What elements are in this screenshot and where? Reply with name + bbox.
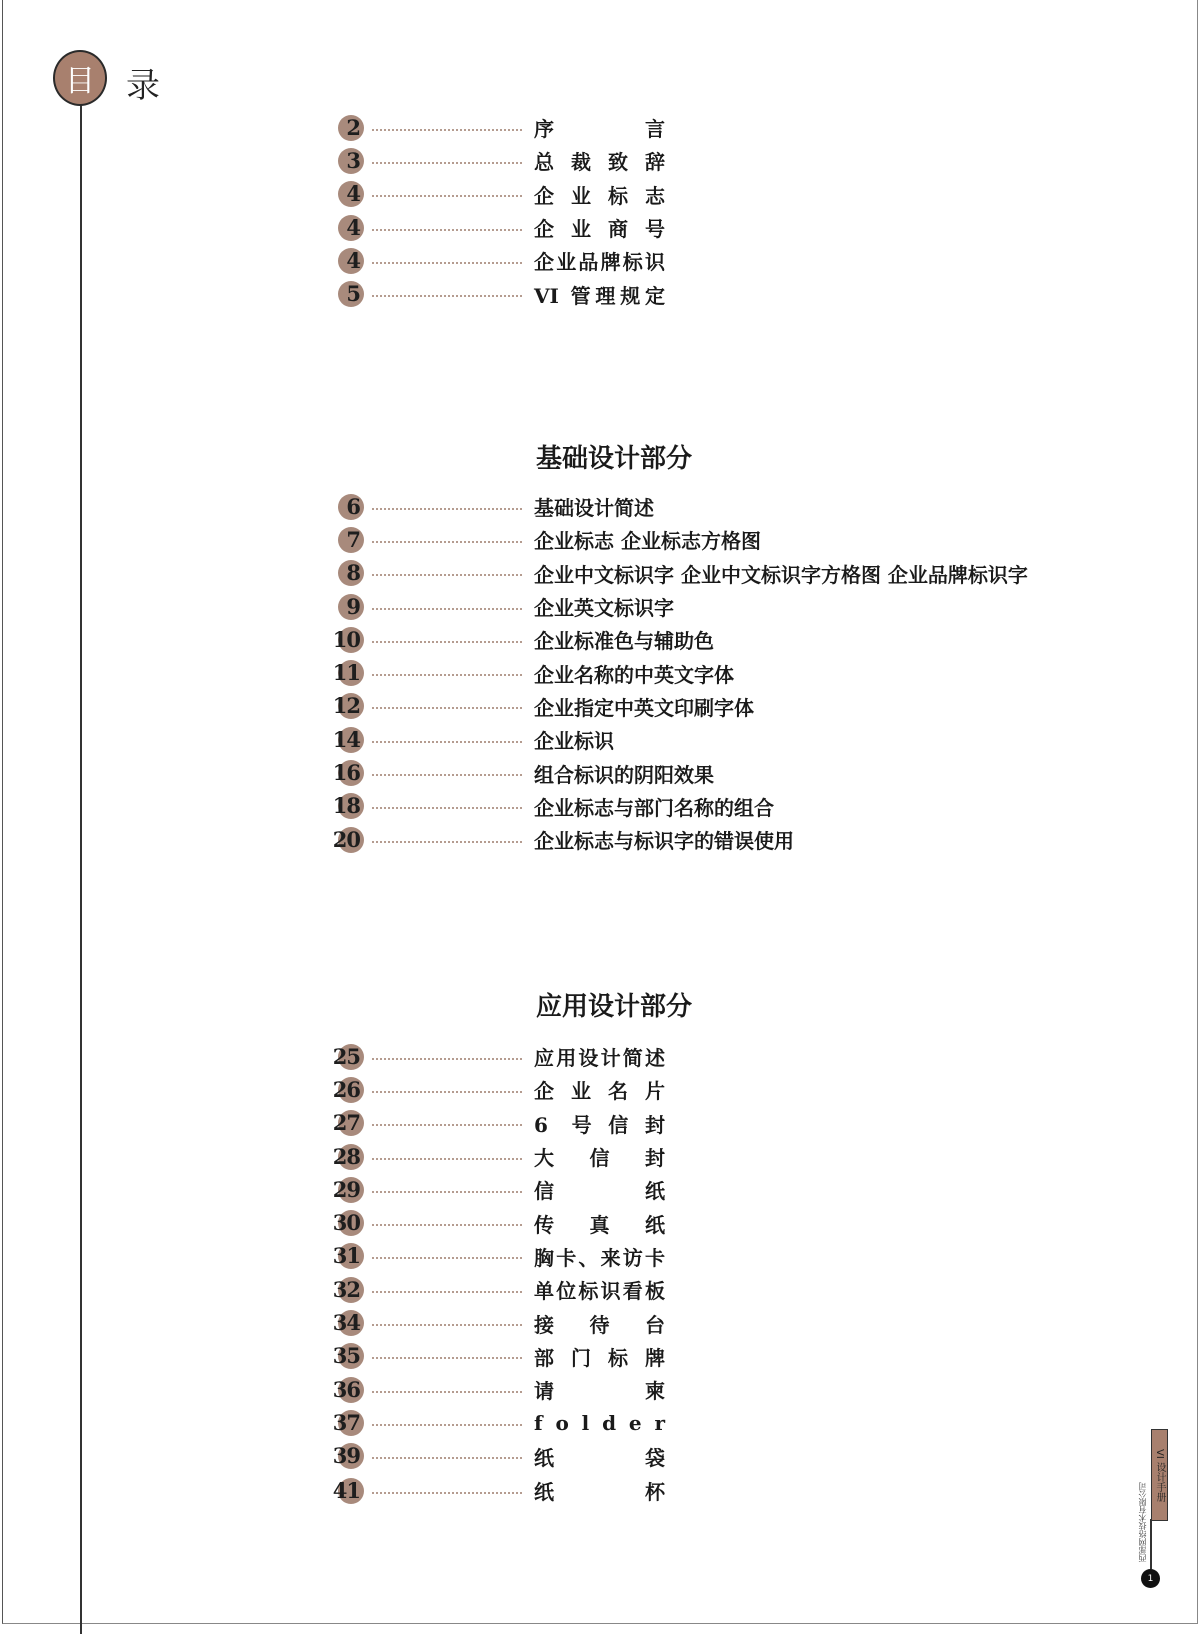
toc-page-number: 3 (346, 147, 360, 173)
title-badge (53, 50, 107, 106)
page-number-badge (320, 1276, 364, 1304)
toc-page-number: 25 (332, 1043, 360, 1069)
dot-leader (372, 608, 522, 610)
toc-entry-title: 接待台 (534, 1312, 665, 1337)
footer-rule (1150, 1519, 1152, 1569)
dot-leader (372, 1424, 522, 1426)
toc-entry[interactable] (320, 1474, 665, 1507)
toc-entry[interactable] (320, 1173, 665, 1206)
toc-entry[interactable] (320, 1406, 665, 1439)
page-number-badge (320, 247, 364, 275)
dot-leader (372, 1224, 522, 1226)
toc-entry-title: 企业标准色与辅助色 (534, 629, 714, 654)
toc-page-number: 4 (346, 214, 360, 240)
section-heading-basic: 基础设计部分 (536, 444, 693, 474)
toc-entry-title: 企业名称的中英文字体 (534, 662, 734, 687)
toc-entry-title: 企业指定中英文印刷字体 (534, 695, 754, 720)
page-number-badge (320, 1442, 364, 1470)
toc-page-number: 28 (332, 1143, 360, 1169)
toc-entry-title: 企业标志 企业标志方格图 (534, 529, 761, 554)
toc-page-number: 8 (346, 560, 360, 586)
toc-page-number: 30 (332, 1210, 360, 1236)
page-number-badge (320, 792, 364, 820)
toc-page-number: 16 (332, 760, 360, 786)
page-number-badge (320, 1242, 364, 1270)
toc-entry-title: 传真纸 (534, 1212, 665, 1237)
toc-entry-title: 大信封 (534, 1146, 665, 1171)
toc-page-number: 32 (332, 1276, 360, 1302)
toc-page-number: 6 (346, 493, 360, 519)
page-number-badge (320, 1342, 364, 1370)
toc-entry[interactable] (320, 623, 1028, 656)
toc-entry[interactable] (320, 1206, 665, 1239)
toc-entry[interactable] (320, 1373, 665, 1406)
toc-entry-title: 企业中文标识字 企业中文标识字方格图 企业品牌标识字 (534, 562, 1028, 587)
dot-leader (372, 295, 522, 297)
toc-entry-title: 部门标牌 (534, 1345, 665, 1370)
toc-entry[interactable] (320, 823, 1028, 856)
timeline-spine (80, 104, 82, 1634)
toc-entry-title: 纸杯 (534, 1480, 665, 1504)
toc-entry[interactable] (320, 790, 1028, 823)
page-number: 1 (1141, 1569, 1160, 1588)
toc-page-number: 34 (332, 1310, 360, 1336)
dot-leader (372, 129, 522, 131)
page-number-badge (320, 1409, 364, 1437)
toc-page-number: 10 (332, 626, 360, 652)
page-number-badge (320, 659, 364, 687)
toc-entry[interactable] (320, 690, 1028, 723)
toc-entry[interactable] (320, 277, 665, 310)
dot-leader (372, 807, 522, 809)
toc-entry-title: 应用设计简述 (534, 1046, 665, 1071)
toc-page-number: 11 (332, 660, 360, 686)
page-number-badge (320, 1176, 364, 1204)
toc-entry-title: 胸卡、来访卡 (534, 1245, 665, 1270)
toc-entry[interactable] (320, 1440, 665, 1473)
toc-entry[interactable] (320, 1040, 665, 1073)
toc-entry[interactable] (320, 144, 665, 177)
toc-entry[interactable] (320, 1273, 665, 1306)
toc-entry[interactable] (320, 656, 1028, 689)
toc-entry[interactable] (320, 1306, 665, 1339)
page-title: 录 (126, 66, 160, 106)
page-number-badge (320, 1309, 364, 1337)
toc-entry-title: VI 管理规定 (534, 283, 665, 308)
toc-page-number: 5 (346, 281, 360, 307)
dot-leader (372, 574, 522, 576)
dot-leader (372, 1257, 522, 1259)
toc-section-intro (320, 111, 665, 311)
dot-leader (372, 1391, 522, 1393)
toc-page-number: 37 (332, 1409, 360, 1435)
toc-entry-title: 企业标志与部门名称的组合 (534, 795, 774, 820)
toc-entry-title: 请柬 (534, 1379, 665, 1404)
dot-leader (372, 1492, 522, 1494)
dot-leader (372, 1191, 522, 1193)
dot-leader (372, 707, 522, 709)
page-number-badge (320, 1477, 364, 1505)
toc-page-number: 39 (332, 1443, 360, 1469)
page-number-badge (320, 726, 364, 754)
page-number-badge (320, 1043, 364, 1071)
toc-entry-title: 企业标志 (534, 183, 665, 208)
dot-leader (372, 741, 522, 743)
toc-entry-title: 纸袋 (534, 1445, 665, 1470)
dot-leader (372, 1291, 522, 1293)
toc-page-number: 14 (332, 726, 360, 752)
dot-leader (372, 1324, 522, 1326)
toc-entry-title: 6 号信封 (534, 1112, 665, 1137)
page-number-badge (320, 493, 364, 521)
page-number-badge (320, 759, 364, 787)
title-first-char: 目 (65, 64, 95, 99)
page-number-badge (320, 114, 364, 142)
toc-page-number: 2 (346, 114, 360, 140)
manual-title-tab: VI 设计手册 (1151, 1429, 1168, 1521)
toc-page-number: 36 (332, 1376, 360, 1402)
page-number-badge (320, 526, 364, 554)
toc-entry-title: 总裁致辞 (534, 150, 665, 175)
dot-leader (372, 508, 522, 510)
toc-entry-title: 基础设计简述 (534, 496, 654, 521)
page-number-badge (320, 559, 364, 587)
page-number-badge (320, 593, 364, 621)
page-number-badge (320, 280, 364, 308)
dot-leader (372, 162, 522, 164)
dot-leader (372, 262, 522, 264)
toc-page-number: 41 (332, 1477, 360, 1503)
toc-entry[interactable] (320, 523, 1028, 556)
dot-leader (372, 1124, 522, 1126)
toc-entry-title: 信纸 (534, 1179, 665, 1204)
toc-entry[interactable] (320, 590, 1028, 623)
toc-entry[interactable] (320, 1340, 665, 1373)
toc-entry-title: 企业品牌标识 (534, 250, 665, 275)
page-number-badge (320, 147, 364, 175)
toc-entry[interactable] (320, 490, 1028, 523)
dot-leader (372, 229, 522, 231)
dot-leader (372, 1457, 522, 1459)
toc-entry-title: 企业标志与标识字的错误使用 (534, 829, 794, 854)
toc-page-number: 7 (346, 526, 360, 552)
toc-entry-title: 企业英文标识字 (534, 596, 674, 621)
dot-leader (372, 1091, 522, 1093)
page-number-badge (320, 1109, 364, 1137)
toc-page-number: 31 (332, 1243, 360, 1269)
dot-leader (372, 195, 522, 197)
toc-page-number: 4 (346, 247, 360, 273)
page-number-badge (320, 214, 364, 242)
toc-entry-title: 企业商号 (534, 217, 665, 242)
page-number-badge (320, 692, 364, 720)
toc-page-number: 26 (332, 1076, 360, 1102)
toc-entry-title: 序言 (534, 117, 665, 142)
toc-page-number: 12 (332, 693, 360, 719)
page-number-badge (320, 1143, 364, 1171)
page-number-badge (320, 1376, 364, 1404)
toc-page-number: 4 (346, 181, 360, 207)
toc-entry-title: f o l d e r (534, 1410, 665, 1435)
toc-page-number: 27 (332, 1110, 360, 1136)
page-number-badge (320, 626, 364, 654)
dot-leader (372, 1058, 522, 1060)
page-number-badge (320, 180, 364, 208)
dot-leader (372, 1158, 522, 1160)
dot-leader (372, 541, 522, 543)
toc-entry[interactable] (320, 1240, 665, 1273)
toc-entry-title: 企业标识 (534, 729, 614, 754)
toc-entry[interactable] (320, 557, 1028, 590)
toc-page-number: 35 (332, 1343, 360, 1369)
toc-entry-title: 企业名片 (534, 1079, 665, 1104)
toc-section-application (320, 1040, 665, 1507)
dot-leader (372, 674, 522, 676)
toc-entry[interactable] (320, 211, 665, 244)
page-number-badge (320, 1076, 364, 1104)
dot-leader (372, 1357, 522, 1359)
section-heading-application: 应用设计部分 (536, 992, 693, 1022)
company-name: 西部网络技术有限公司 (1138, 1482, 1147, 1562)
dot-leader (372, 774, 522, 776)
toc-page-number: 9 (346, 593, 360, 619)
toc-entry[interactable] (320, 111, 665, 144)
toc-entry[interactable] (320, 1140, 665, 1173)
toc-entry[interactable] (320, 723, 1028, 756)
dot-leader (372, 641, 522, 643)
toc-entry-title: 单位标识看板 (534, 1279, 665, 1304)
toc-entry[interactable] (320, 178, 665, 211)
toc-entry[interactable] (320, 756, 1028, 789)
toc-page-number: 29 (332, 1176, 360, 1202)
toc-page-number: 20 (332, 826, 360, 852)
toc-entry[interactable] (320, 1073, 665, 1106)
toc-entry-title: 组合标识的阴阳效果 (534, 762, 714, 787)
toc-entry[interactable] (320, 1107, 665, 1140)
page-number-badge (320, 826, 364, 854)
toc-page-number: 18 (332, 793, 360, 819)
toc-section-basic (320, 490, 1028, 856)
dot-leader (372, 841, 522, 843)
toc-entry[interactable] (320, 244, 665, 277)
page-number-badge (320, 1209, 364, 1237)
